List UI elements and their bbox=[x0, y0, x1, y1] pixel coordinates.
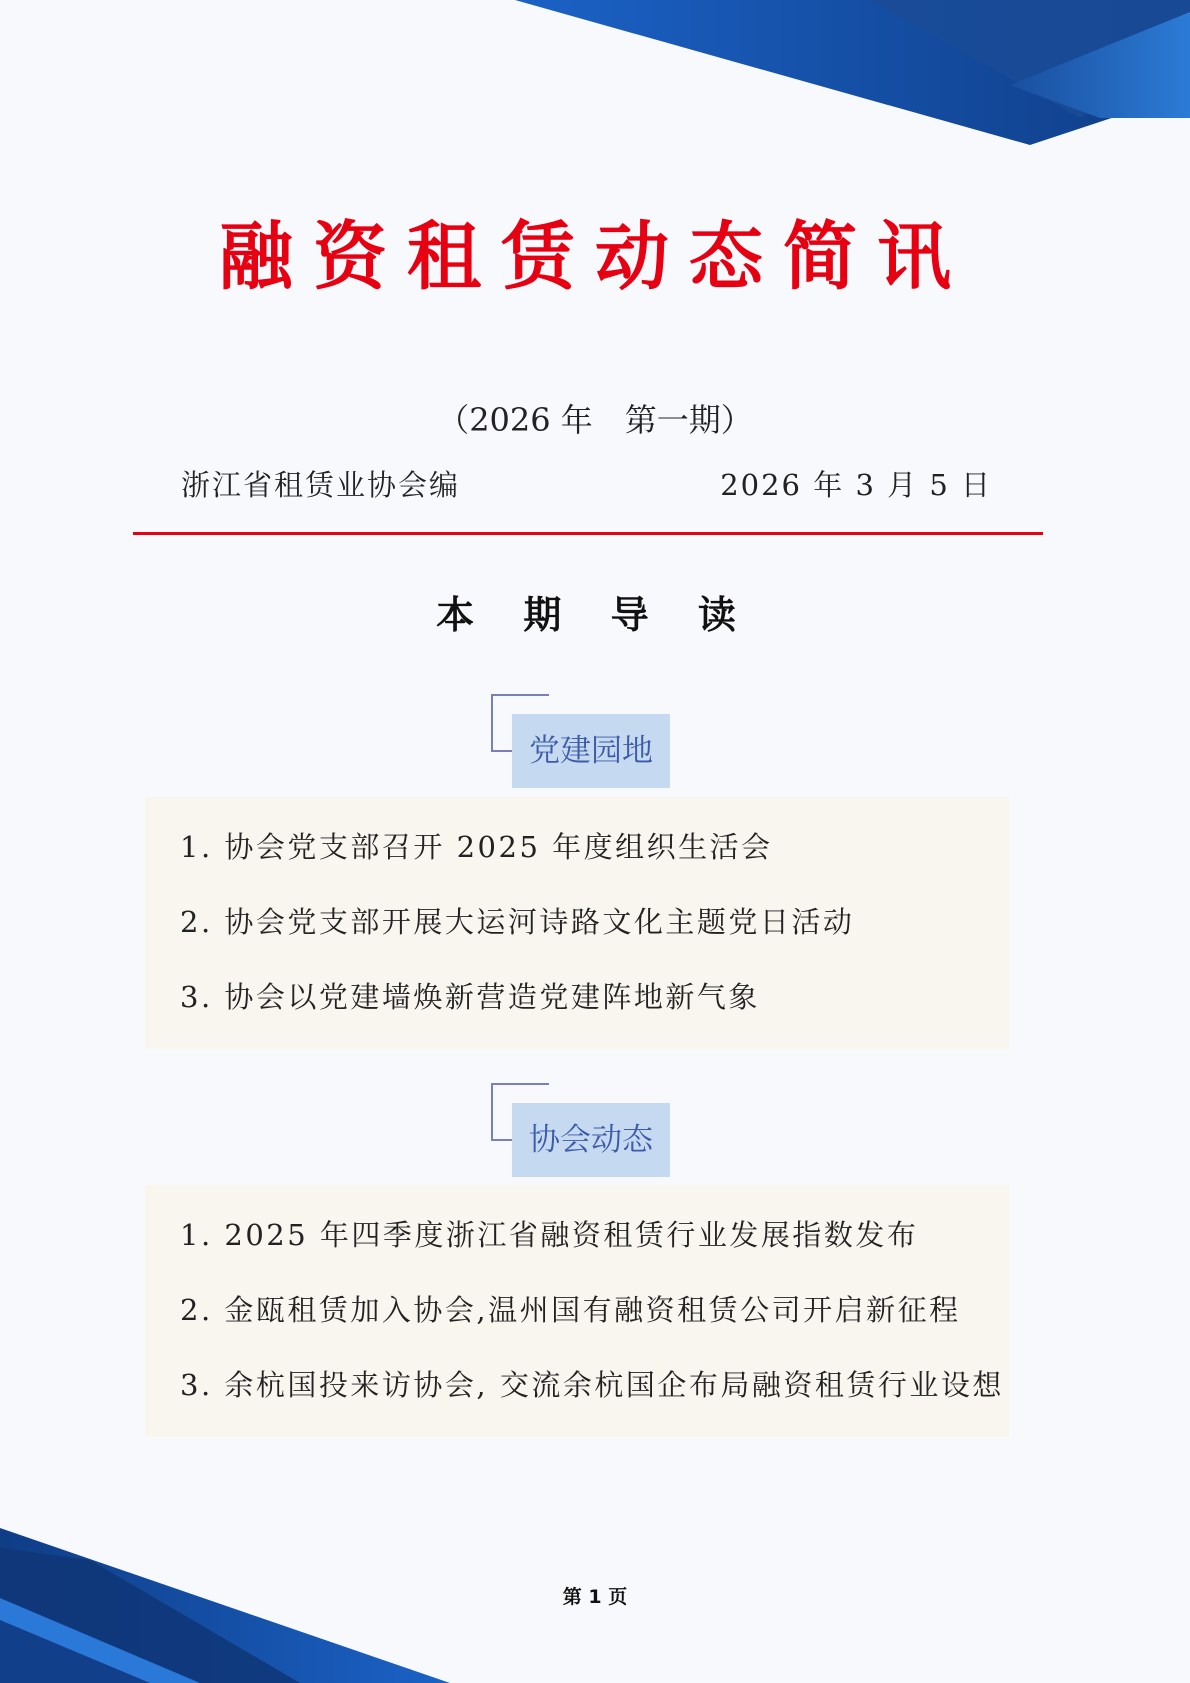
toc-heading: 本 期 导 读 bbox=[436, 593, 754, 637]
section-label: 协会动态 bbox=[512, 1103, 670, 1177]
publication-date: 2026 年 3 月 5 日 bbox=[720, 468, 992, 502]
issue-number: （2026 年 第一期） bbox=[437, 401, 753, 439]
list-item[interactable]: 3. 余杭国投来访协会, 交流余杭国企布局融资租赁行业设想 bbox=[180, 1368, 1004, 1402]
list-item[interactable]: 1. 2025 年四季度浙江省融资租赁行业发展指数发布 bbox=[180, 1218, 919, 1252]
section-list-association-news bbox=[145, 1185, 1009, 1437]
top-right-decoration bbox=[515, 0, 1190, 145]
section-list-party-building bbox=[145, 797, 1009, 1049]
page-number: 第 1 页 bbox=[562, 1586, 628, 1608]
list-item[interactable]: 2. 协会党支部开展大运河诗路文化主题党日活动 bbox=[180, 905, 855, 939]
section-tag-party-building bbox=[491, 694, 671, 789]
newsletter-title: 融资租赁动态简讯 bbox=[219, 214, 971, 300]
section-tag-association-news bbox=[491, 1083, 671, 1178]
section-label: 党建园地 bbox=[512, 714, 670, 788]
publisher-line: 浙江省租赁业协会编 bbox=[181, 468, 461, 502]
list-item[interactable]: 3. 协会以党建墙焕新营造党建阵地新气象 bbox=[180, 980, 760, 1014]
header-divider bbox=[133, 532, 1043, 535]
list-item[interactable]: 2. 金瓯租赁加入协会,温州国有融资租赁公司开启新征程 bbox=[180, 1293, 961, 1327]
list-item[interactable]: 1. 协会党支部召开 2025 年度组织生活会 bbox=[180, 830, 773, 864]
